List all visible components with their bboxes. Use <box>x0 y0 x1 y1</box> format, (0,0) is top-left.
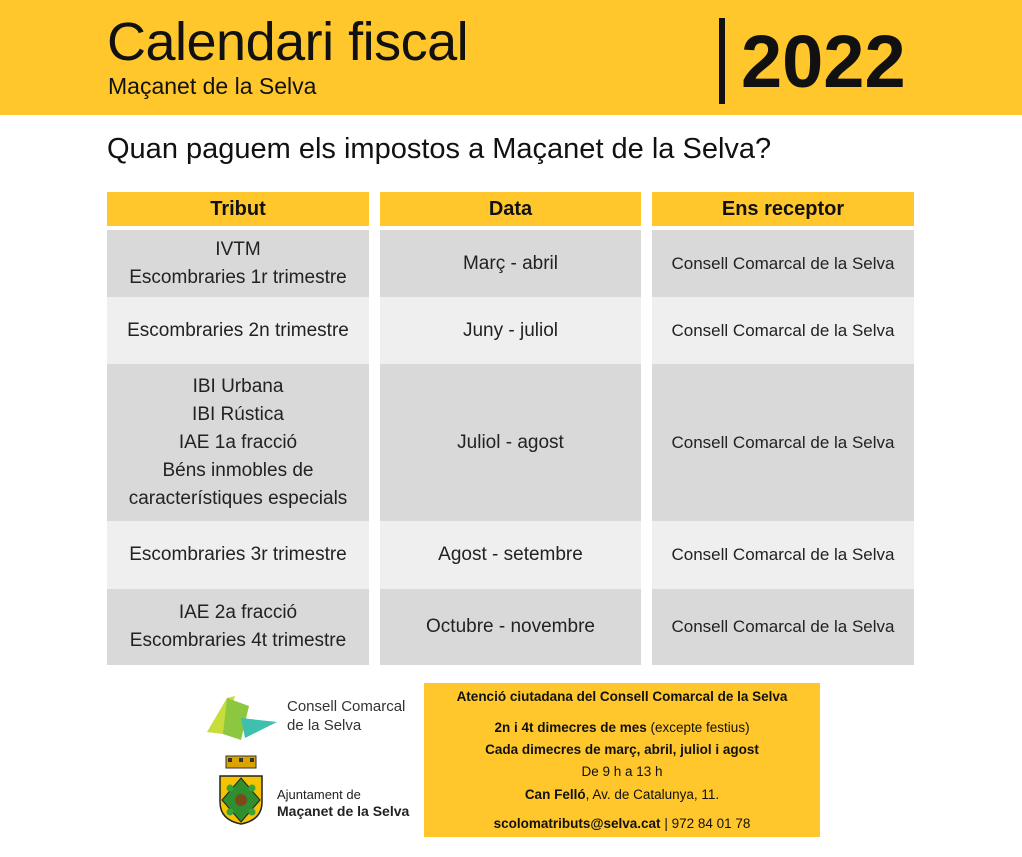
info-address-bold: Can Felló <box>524 787 586 802</box>
consell-comarcal-text <box>287 697 405 735</box>
ccs-line: Consell Comarcal <box>287 698 406 715</box>
info-phone: | 972 84 01 78 <box>660 816 751 831</box>
ajuntament-line: Maçanet de la Selva <box>277 803 410 819</box>
info-schedule-rest: (excepte festius) <box>646 720 750 735</box>
tribut-line: IBI Urbana <box>192 375 284 397</box>
page-subtitle: Maçanet de la Selva <box>108 73 317 99</box>
tribut-line: Escombraries 1r trimestre <box>129 266 347 288</box>
page-title: Calendari fiscal <box>107 12 469 72</box>
ajuntament-line: Ajuntament de <box>277 787 361 802</box>
tribut-line: IBI Rústica <box>192 403 284 425</box>
year-label: 2022 <box>741 20 906 103</box>
table-cell-ens: Consell Comarcal de la Selva <box>652 297 914 364</box>
table-cell-tribut <box>107 230 369 297</box>
table-cell-tribut <box>107 297 369 364</box>
ajuntament-shield-icon <box>216 754 266 826</box>
column-header-ens: Ens receptor <box>652 192 914 226</box>
tribut-line: Escombraries 2n trimestre <box>127 319 349 341</box>
table-cell-data: Juny - juliol <box>380 297 641 364</box>
info-address-line <box>424 787 820 802</box>
table-cell-tribut <box>107 521 369 589</box>
ccs-line: de la Selva <box>287 717 362 734</box>
tribut-line: Escombraries 4t trimestre <box>129 630 347 651</box>
header-banner <box>0 0 1022 115</box>
tribut-line: Escombraries 3r trimestre <box>129 544 347 565</box>
table-cell-data: Març - abril <box>380 230 641 297</box>
table-cell-ens: Consell Comarcal de la Selva <box>652 230 914 297</box>
info-hours-line: De 9 h a 13 h <box>581 764 663 779</box>
question-heading: Quan paguem els impostos a Maçanet de la Selva? <box>107 133 772 165</box>
table-cell-tribut <box>107 589 369 665</box>
info-title: Atenció ciutadana del Consell Comarcal de la Selva <box>456 689 788 704</box>
info-months-line: Cada dimecres de març, abril, juliol i agost <box>485 742 759 757</box>
column-header-data: Data <box>380 192 641 226</box>
info-email-link[interactable]: scolomatributs@selva.cat <box>493 816 661 831</box>
ajuntament-text <box>277 787 409 819</box>
table-cell-data: Agost - setembre <box>380 521 641 589</box>
tribut-line: Béns inmobles de <box>162 459 314 481</box>
table-cell-ens: Consell Comarcal de la Selva <box>652 521 914 589</box>
table-cell-data: Octubre - novembre <box>380 589 641 665</box>
column-header-tribut: Tribut <box>107 192 369 226</box>
tribut-line: IAE 2a fracció <box>178 602 298 623</box>
tribut-line: IVTM <box>215 238 261 260</box>
info-schedule-line <box>424 720 820 735</box>
info-box <box>424 683 820 837</box>
table-cell-data: Juliol - agost <box>380 364 641 521</box>
table-cell-ens: Consell Comarcal de la Selva <box>652 589 914 665</box>
tribut-line: IAE 1a fracció <box>178 431 298 453</box>
table-cell-ens: Consell Comarcal de la Selva <box>652 364 914 521</box>
table-cell-tribut <box>107 364 369 521</box>
tribut-line: característiques especials <box>128 487 348 509</box>
header-divider <box>719 18 725 104</box>
info-contact-line <box>424 816 820 831</box>
info-schedule-bold: 2n i 4t dimecres de mes <box>494 720 647 735</box>
info-address-rest: , Av. de Catalunya, 11. <box>585 787 720 802</box>
consell-comarcal-logo-icon <box>205 692 277 742</box>
